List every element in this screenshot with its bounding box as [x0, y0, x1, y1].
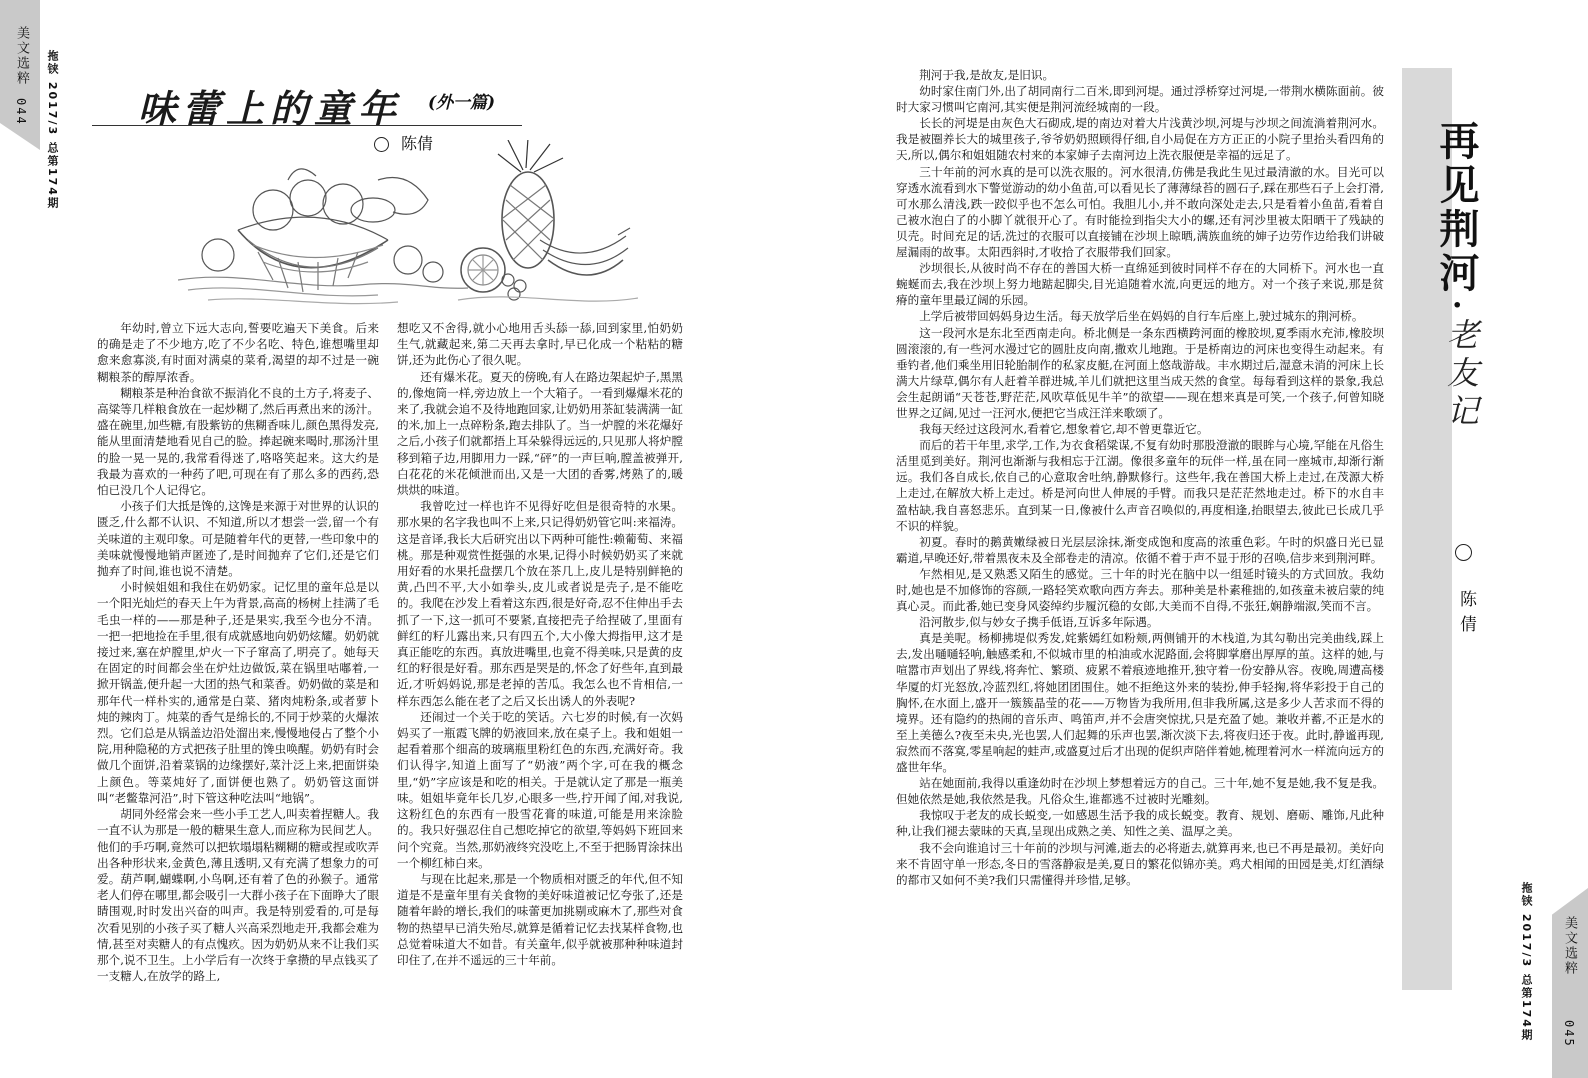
paragraph: 乍然相见,是又熟悉又陌生的感觉。三十年的时光在脑中以一组延时镜头的方式回放。我幼时,她也是不加修饰的容颜,一路轻笑欢歌向西方奔去。那种美是朴素稚拙的,如孩童未被启蒙的纯真心灵。而此番,她已变身风姿绰约步履沉稳的女郎,大美而不自得,不张狂,娴静端淑,笑而不言。 [896, 566, 1384, 614]
paragraph: 我不会向谁追讨三十年前的沙坝与河滩,逝去的必将逝去,就算再来,也已不再是最初。美好向来不肯固守单一形态,冬日的雪落静寂是美,夏日的繁花似锦亦美。鸡犬相闻的田园是美,灯红酒绿的都市又如何不美?我们只需懂得并珍惜,足够。 [896, 840, 1384, 887]
paragraph: 这一段河水是东北至西南走向。桥北侧是一条东西横跨河面的橡胶坝,夏季雨水充沛,橡胶坝圆滚滚的,有一些河水漫过它的圆肚皮向南,撒欢儿地跑。于是桥南边的河床也变得生动起来。有垂钓者,他们乘坐用旧轮胎制作的私家皮艇,在河面上悠哉游哉。丰水期过后,湿意未消的河床上长满大片绿草,偶尔有人赶着羊群进城,羊儿们就把这里当成天然的食堂。每每看到这样的景象,我总会生起朗诵“天苍苍,野茫茫,风吹草低见牛羊”的欲望——现在想来真是可笑,一个孩子,何曾知晓世界之辽阔,见过一汪河水,便把它当成汪洋来歌颂了。 [896, 325, 1384, 420]
paragraph: 还有爆米花。夏天的傍晚,有人在路边架起炉子,黑黑的,像炮筒一样,旁边放上一个大箱子。一看到爆爆米花的来了,我就会追不及待地跑回家,让奶奶用茶缸装满满一缸的米,加上一点碎粉条,跑去排队了。当一炉膛的米花爆好之后,小孩子们就都捂上耳朵躲得远远的,只见那人将炉膛移到箱子边,用脚用力一踩,“砰”的一声巨响,膛盖被弹开,白花花的米花倾泄而出,又是一大团的香雾,烤熟了的,暖烘烘的味道。 [397, 369, 683, 498]
paragraph: 我惊叹于老友的成长蜕变,一如感恩生活予我的成长蜕变。教育、规划、磨砺、雕饰,凡此种种,让我们褪去蒙昧的天真,呈现出成熟之美、知性之美、温厚之美。 [896, 808, 1384, 839]
paragraph: 三十年前的河水真的是可以洗衣服的。河水很清,仿佛是我此生见过最清澈的水。目光可以穿透水流看到水下警觉游动的幼小鱼苗,可以看见长了薄薄绿苔的圆石子,踩在那些石子上会打滑,可水那么清浅,跌一跤似乎也不怎么可怕。我胆儿小,并不敢向深处走去,只是看着小鱼苗,看着自己被水泡白了的小脚丫就很开心了。有时能捡到指尖大小的螺,还有河沙里被太阳晒干了残缺的贝壳。时间充足的话,洗过的衣服可以直接铺在沙坝上晾晒,满族血统的婶子边劳作边给我们讲破屋漏雨的故事。太阳西斜时,才收拾了衣服带我们回家。 [896, 164, 1384, 260]
paragraph: 真是美呢。杨柳拂堤似秀发,姹紫嫣红如粉颊,两侧铺开的木栈道,为其勾勒出完美曲线,踩上去,发出嗵嗵轻响,触感柔和,不似城市里的柏油或水泥路面,会将脚掌磨出厚厚的茧。这样的她,与喧嚣市声划出了界线,将奔忙、繁琐、疲累不着痕迹地推开,独守着一份安静从容。夜晚,周遭高楼华厦的灯光怒放,冷蓝烈红,将她团团围住。她不拒绝这外来的装扮,伸手轻掬,将华彩投于自己的胸怀,在水面上,盛开一簇簇晶莹的花——万物皆为我所用,但非我所属,这是多少人苦求而不得的境界。还有隐约的热闹的音乐声、鸣笛声,并不会唐突惊扰,只是充盈了她。兼收并蓄,不正是水的至上美德么?夜至未央,光也罢,人们起舞的乐声也罢,渐次淡下去,将夜归还于夜。此时,静谧再现,寂然而不落寞,零星响起的蛙声,或盛夏过后才出现的促织声陪伴着她,梳理着河水一样流向远方的盛世年华。 [896, 631, 1384, 775]
right-article-title: 再见荆河 [1433, 120, 1480, 296]
title-rule [92, 125, 522, 126]
paragraph: 而后的若干年里,求学,工作,为衣食稻粱谋,不复有幼时那股澄澈的眼眸与心境,罕能在凡俗生活里觅到美好。荆河也渐渐与我相忘于江湖。像很多童年的玩伴一样,虽在同一座城市,却渐行渐远。我们各自成长,依自己的心意取舍吐纳,静默修行。这些年,我在善国大桥上走过,在茂源大桥上走过,在解放大桥上走过。桥是河向世人伸展的手臂。而我只是茫茫然地走过。桥下的水自丰盈枯缺,我自喜怒悲乐。直到某一日,像被什么声音召唤似的,再度相逢,抬眼望去,彼此已长成几乎不识的样貌。 [896, 438, 1384, 533]
right-article-author: 陈倩 [1456, 590, 1476, 640]
byline-circle-icon [1455, 544, 1472, 561]
page-number-right: 045 [1562, 1020, 1576, 1048]
paragraph: 与现在比起来,那是一个物质相对匮乏的年代,但不知道是不是童年里有关食物的美好味道被记忆夸张了,还是随着年龄的增长,我们的味蕾更加挑剔或麻木了,那些对食物的热望早已消失殆尽,就算是循着记忆去找某样食物,也总觉着味道大不如昔。有关童年,似乎就被那种种味道封印住了,在并不遥远的三十年前。 [397, 871, 683, 967]
left-article-subtitle: (外一篇) [428, 93, 496, 113]
paragraph: 还闹过一个关于吃的笑话。六七岁的时候,有一次妈妈买了一瓶霞飞牌的奶液回来,放在桌子上。我和姐姐一起看着那个细高的玻璃瓶里粉红色的东西,充满好奇。我们认得字,知道上面写了“奶液”两个字,可在我的概念里,“奶”字应该是和吃的相关。于是就认定了那是一瓶美味。姐姐毕竟年长几岁,心眼多一些,拧开闻了闻,对我说,这粉红色的东西有一股雪花膏的味道,可能是用来涂脸的。我只好强忍住自己想吃掉它的欲望,等妈妈下班回来问个究竟。当然,那奶液终究没吃上,不至于把肠胃涂抹出一个柳红柿白来。 [397, 709, 683, 870]
paragraph: 我曾吃过一样也许不见得好吃但是很奇特的水果。那水果的名字我也叫不上来,只记得奶奶管它叫:来福涛。这是音译,我长大后研究出以下两种可能性:赖葡萄、来福桃。那是种观赏性挺强的水果,记得小时候奶奶买了来就用好看的水果托盘摆几个放在茶几上,皮儿是特别鲜艳的黄,凸凹不平,大小如拳头,皮儿或者说是壳子,是不能吃的。我爬在沙发上看着这东西,很是好奇,忍不住伸出手去抓了一下,这一抓可不要紧,直接把壳子给捏破了,里面有鲜红的籽儿露出来,只有四五个,大小像大拇指甲,这才是真正能吃的东西。真放进嘴里,也竟不得美味,只是黄的皮红的籽很是好看。那东西是哭是的,怀念了好些年,直到最近,才听妈妈说,那是老掉的苦瓜。我怎么也不肯相信,一样东西怎么能在老了之后又长出诱人的外表呢? [397, 499, 683, 708]
paragraph: 小时候姐姐和我住在奶奶家。记忆里的童年总是以一个阳光灿烂的春天上午为背景,高高的杨树上挂满了毛毛虫一样的——那是种子,还是果实,我至今也分不清。一把一把地捡在手里,很有成就感地向奶奶炫耀。奶奶就接过来,塞在炉膛里,炉火一下子窜高了,明亮了。她每天在固定的时间都会坐在炉灶边做饭,菜在锅里咕嘟着,一掀开锅盖,便升起一大团的热气和菜香。奶奶做的菜是和那年代一样朴实的,通常是白菜、猪肉炖粉条,或者萝卜炖的辣肉丁。炖菜的香气是绵长的,不同于炒菜的火爆浓烈。它们总是从锅盖边沿处溜出来,慢慢地侵占了整个小院,用种隐秘的方式把孩子肚里的馋虫唤醒。奶奶有时会做几个面饼,沿着菜锅的边缘摆好,菜汁泛上来,把面饼染上颜色。等菜炖好了,面饼便也熟了。奶奶管这面饼叫“老鳖靠河沿”,时下管这种吃法叫“地锅”。 [97, 580, 379, 805]
right-article-subtitle: 老友记 [1442, 318, 1480, 432]
paragraph: 长长的河堤是由灰色大石砌成,堤的南边对着大片浅黄沙坝,河堤与沙坝之间流淌着荆河水。我是被圈养长大的城里孩子,爷爷奶奶照顾得仔细,自小局促在方方正正的小院子里抬头看四角的天,所以,偶尔和姐姐随农村来的本家婶子去南河边上洗衣服便是幸福的远足了。 [896, 116, 1384, 163]
paragraph-continued: 想吃又不舍得,就小心地用舌头舔一舔,回到家里,怕奶奶生气,就藏起来,第二天再去拿时,早已化成一个粘粘的糖饼,还为此伤心了很久呢。 [397, 321, 683, 368]
page-number-left: 044 [14, 98, 28, 126]
left-article-column-1 [97, 320, 379, 984]
paragraph: 初夏。春时的鹅黄嫩绿被日光层层涂抹,渐变成饱和度高的浓重色彩。午时的炽盛日光已显霸道,早晚还好,带着黑夜未及全部卷走的清凉。依循不着于声不显于形的召唤,信步来到荆河畔。 [896, 534, 1384, 565]
title-separator: · [1452, 288, 1463, 323]
paragraph: 上学后被带回妈妈身边生活。每天放学后坐在妈妈的自行车后座上,驶过城东的荆河桥。 [919, 309, 1364, 324]
magazine-name-right: 美文选粹 [1562, 916, 1577, 976]
paragraph: 幼时家住南门外,出了胡同南行二百米,即到河堤。通过浮桥穿过河堤,一带荆水横陈面前。彼时大家习惯叫它南河,其实便是荆河流经城南的一段。 [896, 84, 1384, 115]
magazine-name-left: 美文选粹 [14, 26, 29, 86]
paragraph: 小孩子们大抵是馋的,这馋是来源于对世界的认识的匮乏,什么都不认识、不知道,所以才想尝一尝,留一个有关味道的主观印象。可是随着年代的更替,一些印象中的美味就慢慢地销声匿迹了,是时间抛弃了它们,还是它们抛弃了时间,谁也说不清楚。 [97, 499, 379, 579]
left-article-title: 味蕾上的童年 [138, 86, 403, 131]
fruit-basket-pineapple-sketch-icon [178, 140, 638, 310]
issue-info-left: 拖铗 2017/3 总第174期 [46, 50, 59, 210]
paragraph: 我每天经过这段河水,看着它,想象着它,却不曾更靠近它。 [919, 422, 1209, 437]
paragraph: 年幼时,曾立下远大志向,誓要吃遍天下美食。后来的确是走了不少地方,吃了不少名吃、特色,谁想嘴里却愈来愈寡淡,有时面对满桌的菜肴,渴望的却不过是一碗糊粮茶的醇厚浓香。 [97, 321, 379, 384]
paragraph: 沿河散步,似与妙女子携手低语,互诉多年际遇。 [919, 615, 1159, 630]
paragraph: 荆河于我,是故友,是旧识。 [919, 68, 1055, 82]
paragraph: 胡同外经常会来一些小手工艺人,叫卖着捏糖人。我一直不认为那是一般的糖果生意人,而应称为民间艺人。他们的手巧啊,竟然可以把软塌塌粘糊糊的糖或捏或吹弄出各种形状来,金黄色,薄且透明,又有充满了想象力的可爱。葫芦啊,蝴蝶啊,小鸟啊,还有着了色的孙猴子。通常老人们停在哪里,都会吸引一大群小孩子在下面睁大了眼睛围观,时时发出兴奋的叫声。我是特别爱看的,可是每次看见别的小孩子买了糖人兴高采烈地走开,我都会难为情,甚至对卖糖人的有点愧疚。因为奶奶从来不让我们买那个,说不卫生。上小学后有一次终于拿攒的早点钱买了一支糖人,在放学的路上, [97, 807, 379, 984]
left-article-author: 陈倩 [401, 134, 434, 153]
paragraph: 站在她面前,我得以重逢幼时在沙坝上梦想着远方的自己。三十年,她不复是她,我不复是我。但她依然是她,我依然是我。凡俗众生,谁都逃不过被时光雕刻。 [896, 776, 1384, 807]
right-article-body [896, 67, 1384, 888]
paragraph: 沙坝很长,从彼时尚不存在的善国大桥一直绵延到彼时同样不存在的大同桥下。河水也一直蜿蜒而去,我在沙坝上努力地踮起脚尖,目光追随着水流,向更远的地方。对一个孩子来说,那是贫瘠的童年里最辽阔的乐园。 [896, 261, 1384, 308]
paragraph: 糊粮茶是种治食欲不振消化不良的土方子,将麦子、高粱等几样粮食放在一起炒糊了,然后再煮出来的汤汁。盛在碗里,加些糖,有股紫钫的焦糊香味儿,颜色黑得发亮,能从里面清楚地看见自己的脸。捧起碗来喝时,那汤汁里的脸一晃一晃的,我常看得迷了,咯咯笑起来。这大约是我最为喜欢的一种药了吧,可现在有了那么多的西药,恐怕已没几个人记得它。 [97, 385, 379, 498]
left-article-column-2 [397, 320, 683, 968]
issue-info-right: 拖铗 2017/3 总第174期 [1520, 882, 1533, 1042]
